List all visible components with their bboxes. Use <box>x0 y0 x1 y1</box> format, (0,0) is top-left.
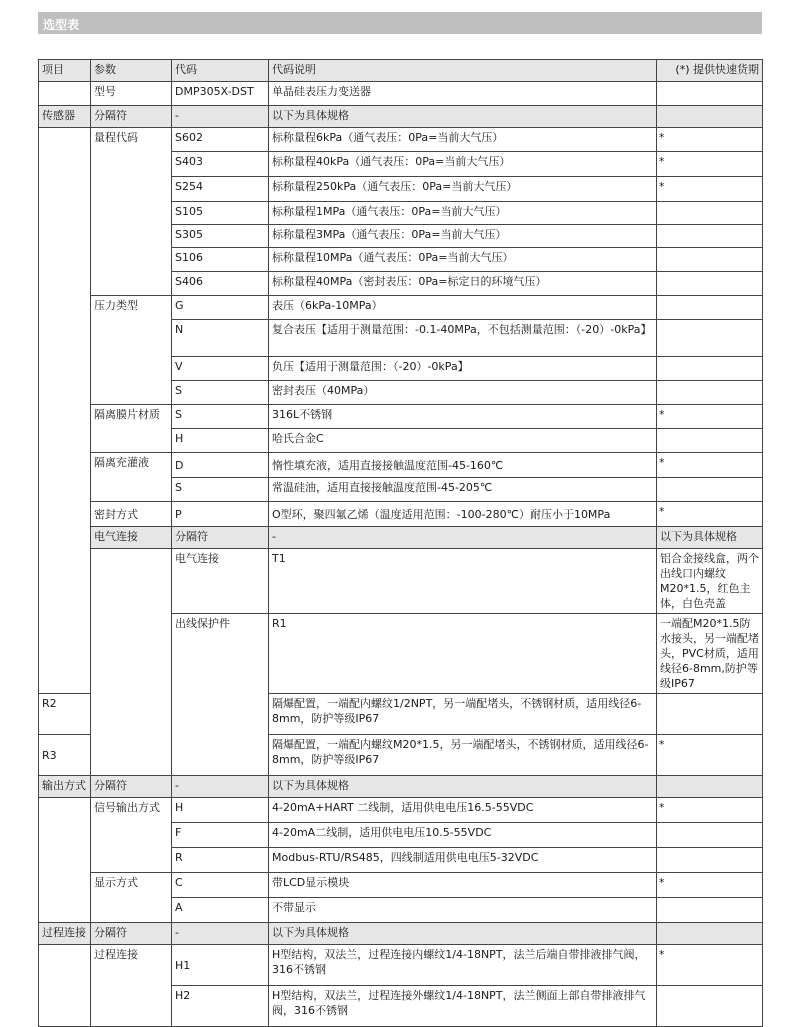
desc-cell: 哈氏合金C <box>269 429 657 453</box>
star-cell <box>657 82 763 106</box>
code-cell: N <box>172 320 269 357</box>
code-cell: T1 <box>269 549 657 614</box>
table-row <box>39 453 763 478</box>
star-cell <box>657 823 763 848</box>
table-header-row <box>39 60 763 82</box>
code-cell: S602 <box>172 128 269 152</box>
desc-cell: 4-20mA+HART 二线制，适用供电电压16.5-55VDC <box>269 798 657 823</box>
param-cell: 密封方式 <box>91 502 172 527</box>
star-cell <box>657 986 763 1027</box>
star-cell <box>657 776 763 798</box>
star-cell: * <box>657 152 763 177</box>
code-cell: S254 <box>172 177 269 202</box>
param-cell: 压力类型 <box>91 296 172 405</box>
star-cell <box>657 357 763 381</box>
header-item: 项目 <box>39 60 91 82</box>
code-cell: P <box>172 502 269 527</box>
code-cell: - <box>172 923 269 945</box>
desc-cell: 标称量程1MPa（通气表压：0Pa=当前大气压） <box>269 202 657 225</box>
header-desc: 代码说明 <box>269 60 657 82</box>
param-cell: 隔离充灌液 <box>91 453 172 502</box>
desc-cell: H型结构，双法兰，过程连接外螺纹1/4-18NPT，法兰侧面上部自带排液排气阀，316不锈钢 <box>269 986 657 1027</box>
header-code: 代码 <box>172 60 269 82</box>
item-cell: 输出方式 <box>39 776 91 798</box>
item-cell: 过程连接 <box>39 923 91 945</box>
star-cell: * <box>657 502 763 527</box>
table-row <box>39 549 763 614</box>
desc-cell: 隔爆配置，一端配内螺纹M20*1.5，另一端配堵头，不锈钢材质，适用线径6-8mm，防护等级IP67 <box>269 735 657 776</box>
code-cell: A <box>172 898 269 923</box>
param-cell: 过程连接 <box>91 945 172 1027</box>
desc-cell: 316L不锈钢 <box>269 405 657 429</box>
desc-cell: 单晶硅表压力变送器 <box>269 82 657 106</box>
desc-cell: 常温硅油，适用直接接触温度范围-45-205℃ <box>269 478 657 502</box>
desc-cell: 不带显示 <box>269 898 657 923</box>
code-cell: S <box>172 478 269 502</box>
param-cell: 显示方式 <box>91 873 172 923</box>
star-cell: * <box>657 177 763 202</box>
star-cell <box>657 478 763 502</box>
code-cell: S106 <box>172 248 269 272</box>
star-cell: * <box>657 873 763 898</box>
code-cell: S <box>172 381 269 405</box>
param-cell: 分隔符 <box>91 106 172 128</box>
star-cell <box>657 225 763 248</box>
table-row <box>39 873 763 898</box>
item-cell: 电气连接 <box>91 527 172 549</box>
separator-row <box>39 776 763 798</box>
star-cell <box>657 320 763 357</box>
desc-cell: 密封表压（40MPa） <box>269 381 657 405</box>
star-cell <box>657 898 763 923</box>
code-cell: S406 <box>172 272 269 296</box>
code-cell: S305 <box>172 225 269 248</box>
header-fast-delivery: (*) 提供快速货期 <box>657 60 763 82</box>
code-cell: R <box>172 848 269 873</box>
star-cell: * <box>657 453 763 478</box>
desc-cell: 以下为具体规格 <box>269 106 657 128</box>
table-row <box>39 82 763 106</box>
param-cell: 型号 <box>91 82 172 106</box>
code-cell: R2 <box>39 694 91 735</box>
param-cell: 信号输出方式 <box>91 798 172 873</box>
code-cell: S105 <box>172 202 269 225</box>
table-row <box>39 945 763 986</box>
item-cell: 传感器 <box>39 106 91 128</box>
empty-cell <box>91 549 172 776</box>
desc-cell: 以下为具体规格 <box>269 923 657 945</box>
desc-cell: 表压（6kPa-10MPa） <box>269 296 657 320</box>
empty-cell <box>39 82 91 106</box>
star-cell <box>657 848 763 873</box>
separator-row <box>39 527 763 549</box>
star-cell <box>657 296 763 320</box>
param-cell: 出线保护件 <box>172 614 269 776</box>
desc-cell: Modbus-RTU/RS485，四线制适用供电电压5-32VDC <box>269 848 657 873</box>
code-cell: H <box>172 798 269 823</box>
param-cell: 量程代码 <box>91 128 172 296</box>
desc-cell: 标称量程40kPa（通气表压：0Pa=当前大气压） <box>269 152 657 177</box>
code-cell: R1 <box>269 614 657 694</box>
star-cell: * <box>657 128 763 152</box>
desc-cell: 标称量程10MPa（通气表压：0Pa=当前大气压） <box>269 248 657 272</box>
desc-cell: 标称量程3MPa（通气表压：0Pa=当前大气压） <box>269 225 657 248</box>
empty-cell <box>39 945 91 1027</box>
code-cell: R3 <box>39 735 91 776</box>
code-cell: H2 <box>172 986 269 1027</box>
code-cell: D <box>172 453 269 478</box>
desc-cell: 标称量程40MPa（密封表压：0Pa=标定日的环境气压） <box>269 272 657 296</box>
code-cell: V <box>172 357 269 381</box>
desc-cell: 4-20mA二线制，适用供电电压10.5-55VDC <box>269 823 657 848</box>
desc-cell: 以下为具体规格 <box>657 527 763 549</box>
separator-row <box>39 923 763 945</box>
code-cell: H <box>172 429 269 453</box>
desc-cell: 惰性填充液，适用直接接触温度范围-45-160℃ <box>269 453 657 478</box>
code-cell: DMP305X-DST <box>172 82 269 106</box>
desc-cell: 带LCD显示模块 <box>269 873 657 898</box>
section-title-bar <box>38 12 762 34</box>
code-cell: S403 <box>172 152 269 177</box>
code-cell: S <box>172 405 269 429</box>
code-cell: - <box>269 527 657 549</box>
desc-cell: O型环，聚四氟乙烯（温度适用范围：-100-280℃）耐压小于10MPa <box>269 502 657 527</box>
desc-cell: 标称量程6kPa（通气表压：0Pa=当前大气压） <box>269 128 657 152</box>
table-row <box>39 502 763 527</box>
code-cell: - <box>172 106 269 128</box>
desc-cell: 铝合金接线盒，两个出线口内螺纹M20*1.5，红色主体，白色壳盖 <box>657 549 763 614</box>
header-param: 参数 <box>91 60 172 82</box>
section-title: 选型表 <box>43 18 80 32</box>
desc-cell: 以下为具体规格 <box>269 776 657 798</box>
code-cell: F <box>172 823 269 848</box>
param-cell: 电气连接 <box>172 549 269 614</box>
separator-row <box>39 106 763 128</box>
star-cell: * <box>657 945 763 986</box>
table-row <box>39 128 763 152</box>
star-cell <box>657 923 763 945</box>
empty-cell <box>39 128 91 694</box>
selection-table <box>38 59 763 1027</box>
code-cell: G <box>172 296 269 320</box>
param-cell: 分隔符 <box>91 923 172 945</box>
star-cell: * <box>657 735 763 776</box>
param-cell: 隔离膜片材质 <box>91 405 172 453</box>
desc-cell: H型结构，双法兰，过程连接内螺纹1/4-18NPT，法兰后端自带排液排气阀，316不锈钢 <box>269 945 657 986</box>
table-row <box>39 798 763 823</box>
code-cell: C <box>172 873 269 898</box>
table-row <box>39 296 763 320</box>
star-cell <box>657 248 763 272</box>
empty-cell <box>39 798 91 923</box>
desc-cell: 一端配M20*1.5防水接头，另一端配堵头，PVC材质，适用线径6-8mm,防护等级IP67 <box>657 614 763 694</box>
star-cell <box>657 106 763 128</box>
star-cell <box>657 272 763 296</box>
star-cell: * <box>657 405 763 429</box>
star-cell <box>657 381 763 405</box>
code-cell: - <box>172 776 269 798</box>
star-cell <box>657 202 763 225</box>
desc-cell: 隔爆配置，一端配内螺纹1/2NPT，另一端配堵头，不锈钢材质，适用线径6-8mm，防护等级IP67 <box>269 694 657 735</box>
star-cell <box>657 694 763 735</box>
param-cell: 分隔符 <box>91 776 172 798</box>
desc-cell: 负压【适用于测量范围：（-20）-0kPa】 <box>269 357 657 381</box>
param-cell: 分隔符 <box>172 527 269 549</box>
table-row <box>39 405 763 429</box>
desc-cell: 复合表压【适用于测量范围：-0.1-40MPa，不包括测量范围：（-20）-0kPa】 <box>269 320 657 357</box>
star-cell <box>657 429 763 453</box>
code-cell: H1 <box>172 945 269 986</box>
star-cell: * <box>657 798 763 823</box>
desc-cell: 标称量程250kPa（通气表压：0Pa=当前大气压） <box>269 177 657 202</box>
